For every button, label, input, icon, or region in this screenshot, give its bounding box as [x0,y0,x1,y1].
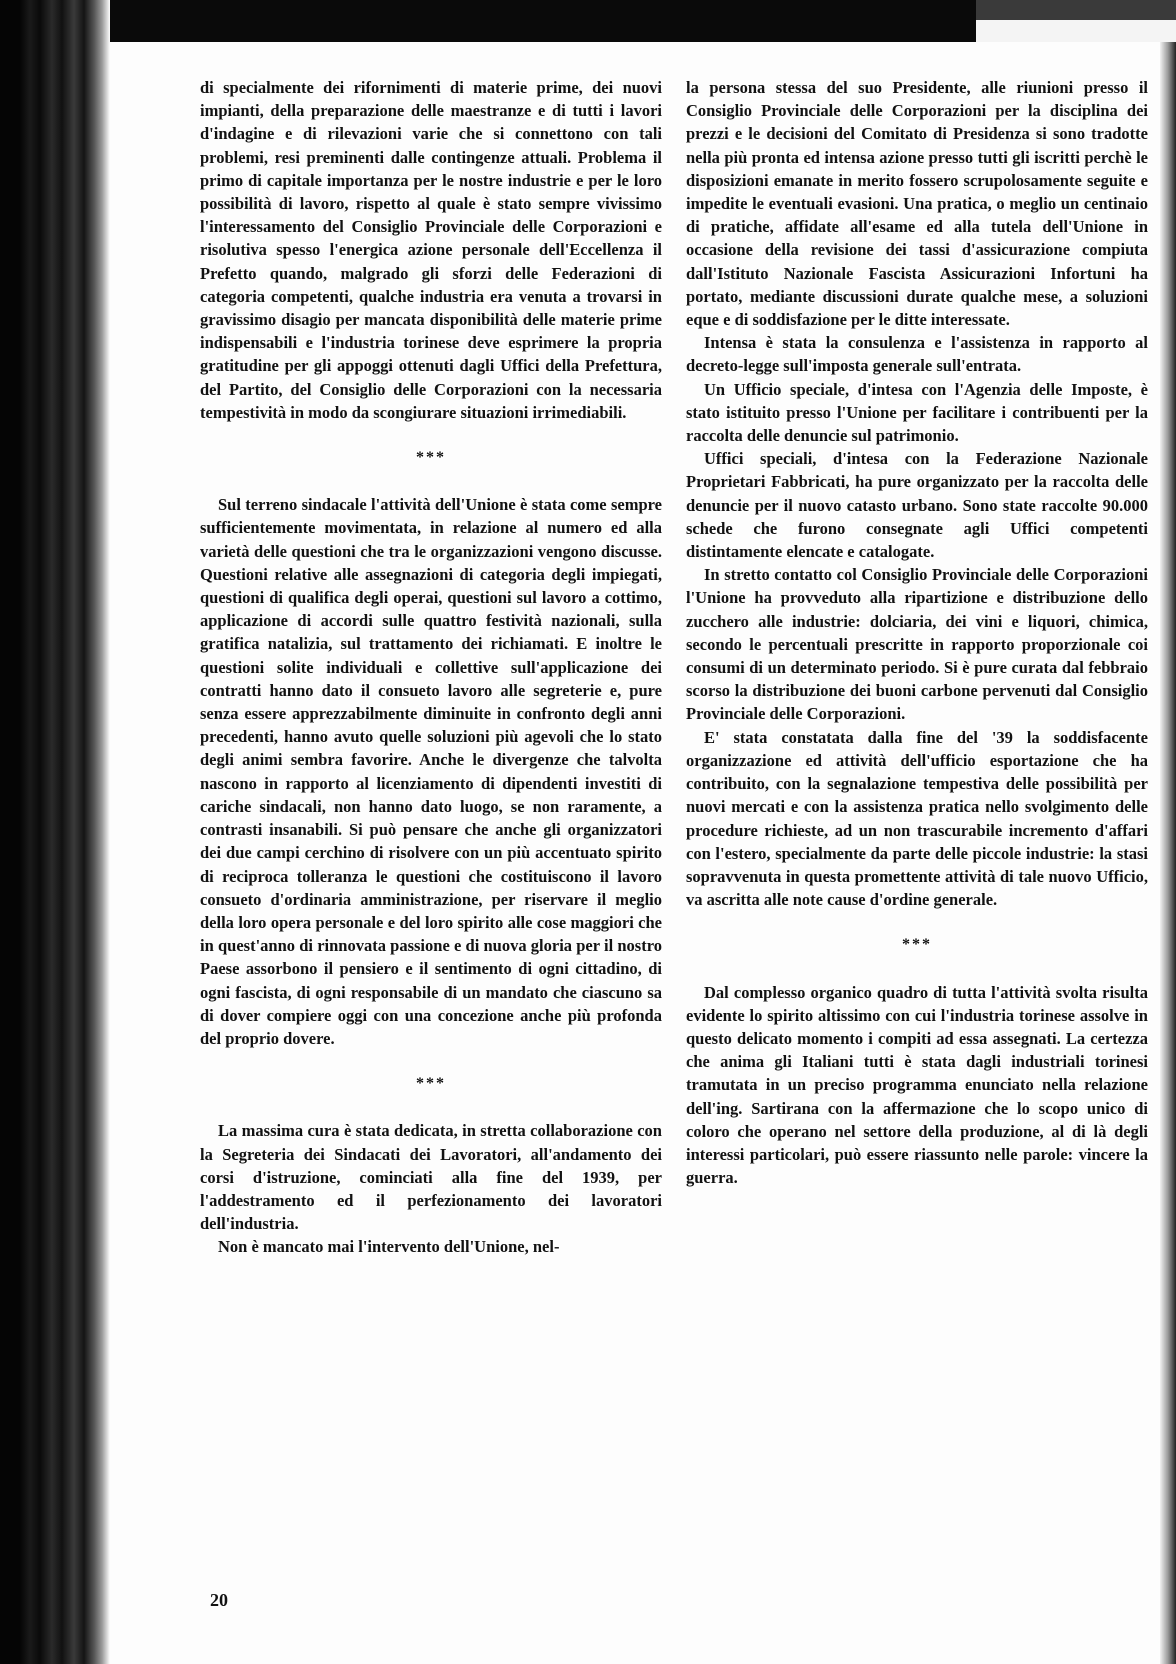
paragraph: E' stata constatata dalla fine del '39 la soddisfacente organizzazione ed attività dell'ufficio esportazione che ha contribuito, con la segnalazione tempestiva delle possibilità per nuovi mercati e con la assistenza pratica nello svolgimento delle procedure richieste, ad un non trascurabile incremento d'affari con l'estero, specialmente da parte delle piccole industrie: la stasi sopravvenuta in questa promettente attività di tale nuovo Ufficio, va ascritta alle note cause d'ordine generale. [686,727,1148,910]
paragraph: In stretto contatto col Consiglio Provinciale delle Corporazioni l'Unione ha provveduto alla ripartizione e distribuzione dello zucchero alle industrie: dolciaria, dei vini e liquori, chimica, secondo le percentuali prescritte in rapporto proporzionale coi consumi di un determinato periodo. Si è pure curata dal febbraio scorso la distribuzione dei buoni carbone pervenuti dal Consiglio Provinciale delle Corporazioni. [686,565,1148,724]
section-separator: *** [902,936,932,954]
paragraph: Intensa è stata la consulenza e l'assistenza in rapporto al decreto-legge sull'imposta generale sull'entrata. [686,333,1148,376]
paragraph: Sul terreno sindacale l'attività dell'Unione è stata come sempre sufficientemente movimentata, in relazione al numero ed alla varietà delle questioni che tra le organizzazioni vengono discusse. Questioni relative alle assegnazioni di categoria degli impiegati, questioni di qualifica degli operai, questioni sul lavoro a cottimo, applicazione di accordi sulle quattro festività nazionali, sulla gratifica natalizia, sul trattamento dei richiamati. E inoltre le questioni solite individuali e collettive sull'applicazione dei contratti hanno dato il consueto lavoro alle segreterie e, pure senza essere apprezzabilmente diminuite in confronto degli anni precedenti, hanno avuto quelle soluzioni più agevoli che lo stato degli animi sembra favorire. Anche le divergenze che talvolta nascono in rapporto al licenziamento di dipendenti investiti di cariche sindacali, non hanno dato luogo, se non raramente, a contrasti insanabili. Si può pensare che anche gli organizzatori dei due campi cerchino di risolvere con un più accentuato spirito di reciproca tolleranza le questioni che costituiscono il lavoro consueto d'ordinaria amministrazione, per riservare il meglio della loro opera personale e del loro spirito alle cose maggiori che in quest'anno di rinnovata passione e di nuova gloria per il nostro Paese assorbono il pensiero e il sentimento di ogni cittadino, di ogni fascista, di ogni responsabile di un mandato che ciascuno sa di dover compiere oggi con una concezione anche più profonda del proprio dovere. [200,495,662,1048]
paragraph: la persona stessa del suo Presidente, alle riunioni presso il Consiglio Provinciale delle Corporazioni per la disciplina dei prezzi e le decisioni del Comitato di Presidenza si sono tradotte nella più pronta ed intensa azione presso tutti gli iscritti perchè le disposizioni emanate in merito fossero scrupolosamente seguite e impedite le eventuali evasioni. Una pratica, o meglio un centinaio di pratiche, affidate all'esame ed alla tutela dell'Unione in occasione della revisione dei tassi d'assicurazione compiuta dall'Istituto Nazionale Fascista Assicurazioni Infortuni ha portato, mediante discussioni durate qualche mese, a soluzioni eque e di soddisfazione per le ditte interessate. [686,78,1148,330]
page-number: 20 [210,1590,228,1610]
scan-left-edge [0,0,110,1664]
section-separator: *** [416,449,446,467]
paragraph: di specialmente dei rifornimenti di materie prime, dei nuovi impianti, della preparazione delle maestranze e di tutti i lavori d'indagine e di rilevazioni varie che si connettono con tali problemi, resi preminenti dalle contingenze attuali. Problema il primo di capitale importanza per le nostre industrie e per le loro possibilità di lavoro, rispetto al quale è stato sempre vivissimo l'interessamento del Consiglio Provinciale delle Corporazioni e risolutiva spesso l'energica azione personale dell'Eccellenza il Prefetto quando, malgrado gli sforzi delle Federazioni di categoria competenti, qualche industria era venuta a trovarsi in gravissimo disagio per mancata disponibilità delle materie prime indispensabili e l'industria torinese deve esprimere la propria gratitudine per gli appoggi ottenuti dagli Uffici della Prefettura, del Partito, del Consiglio delle Corporazioni con la necessaria tempestività in modo da scongiurare situazioni irrimediabili. [200,78,662,422]
scan-right-edge [1160,42,1176,1664]
paragraph: Dal complesso organico quadro di tutta l'attività svolta risulta evidente lo spirito altissimo con cui l'industria torinese assolve in questo delicato momento i compiti ad essa assegnati. La certezza che anima gli Italiani tutti è stata dagli industriali torinesi tramutata in un preciso programma enunciato nella relazione dell'ing. Sartirana con la affermazione che lo scopo unico di coloro che operano nel settore della produzione, al di là degli interessi particolari, può essere riassunto nelle parole: vincere la guerra. [686,982,1148,1188]
paragraph: La massima cura è stata dedicata, in stretta collaborazione con la Segreteria dei Sindacati dei Lavoratori, all'andamento dei corsi d'istruzione, cominciati alla fine del 1939, per l'addestramento ed il perfezionamento dei lavoratori dell'industria. [200,1121,662,1234]
paragraph: Non è mancato mai l'intervento dell'Unione, nel- [218,1237,560,1257]
right-column [686,76,1148,1189]
left-column [200,76,662,1259]
paragraph: Un Ufficio speciale, d'intesa con l'Agenzia delle Imposte, è stato istituito presso l'Unione per facilitare i contribuenti per la raccolta delle denuncie sul patrimonio. [686,379,1148,446]
section-separator: *** [416,1075,446,1093]
paragraph: Uffici speciali, d'intesa con la Federazione Nazionale Proprietari Fabbricati, ha pure organizzato per la raccolta delle denuncie per il nuovo catasto urbano. Sono state raccolte 90.000 schede che furono consegnate agli Uffici competenti distintamente elencate e catalogate. [686,449,1148,562]
